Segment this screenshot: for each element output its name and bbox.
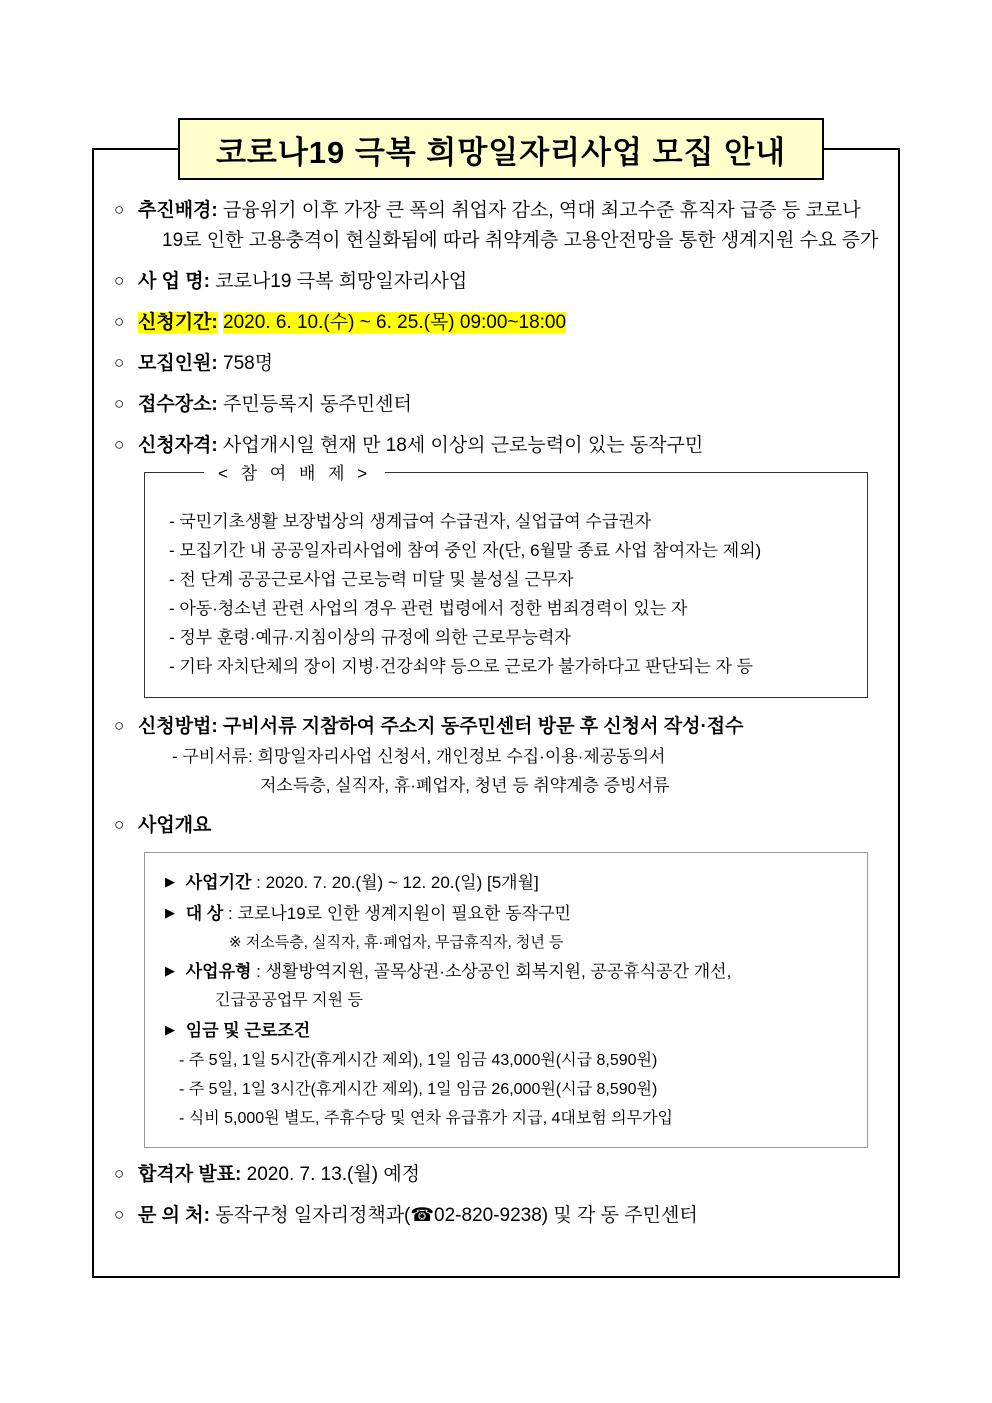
apply-method-label: 신청방법: <box>138 716 218 737</box>
section-apply-method <box>114 712 880 800</box>
overview-period-value: : 2020. 7. 20.(월) ~ 12. 20.(일) [5개월] <box>256 873 539 892</box>
triangle-bullet-icon: ▶ <box>165 1022 175 1037</box>
overview-wage-row <box>165 1015 851 1046</box>
overview-type-label: 사업유형 <box>185 962 252 981</box>
triangle-bullet-icon: ▶ <box>165 874 175 889</box>
circle-bullet-icon: ○ <box>114 353 125 372</box>
place-label: 접수장소: <box>138 394 218 415</box>
result-value: 2020. 7. 13.(월) 예정 <box>246 1164 421 1185</box>
section-contact <box>114 1201 880 1231</box>
overview-type-row <box>165 956 851 987</box>
section-place <box>114 390 880 420</box>
exclusion-item: - 전 단계 공공근로사업 근로능력 미달 및 불성실 근무자 <box>169 570 574 589</box>
required-documents-line1: - 구비서류: 희망일자리사업 신청서, 개인정보 수집·이용·제공동의서 <box>172 747 666 766</box>
background-line1: 금융위기 이후 가장 큰 폭의 취업자 감소, 역대 최고수준 휴직자 급증 등 코로나 <box>223 200 861 221</box>
overview-type-value: : 생활방역지원, 골목상권·소상공인 회복지원, 공공휴식공간 개선, <box>256 962 732 981</box>
exclusion-item: - 국민기초생활 보장법상의 생계급여 수급권자, 실업급여 수급권자 <box>169 512 652 531</box>
overview-target-note: ※ 저소득층, 실직자, 휴·폐업자, 무급휴직자, 청년 등 <box>229 934 564 951</box>
overview-target-row <box>165 898 851 929</box>
document-content <box>92 196 900 1242</box>
project-name-label: 사 업 명: <box>138 271 210 292</box>
triangle-bullet-icon: ▶ <box>165 963 175 978</box>
overview-target-value: : 코로나19로 인한 생계지원이 필요한 동작구민 <box>228 904 571 923</box>
circle-bullet-icon: ○ <box>114 1164 125 1183</box>
circle-bullet-icon: ○ <box>114 1205 125 1224</box>
section-qualification <box>114 431 880 461</box>
circle-bullet-icon: ○ <box>114 815 125 834</box>
exclusion-item: - 정부 훈령·예규·지침이상의 규정에 의한 근로무능력자 <box>169 628 571 647</box>
exclusion-box-wrapper <box>144 464 868 698</box>
exclusion-box <box>144 472 868 698</box>
background-label: 추진배경: <box>138 200 218 221</box>
circle-bullet-icon: ○ <box>114 435 125 454</box>
overview-target-label: 대 상 <box>185 904 224 923</box>
overview-wage-item: - 식비 5,000원 별도, 주휴수당 및 연차 유급휴가 지급, 4대보험 의무가입 <box>179 1110 674 1127</box>
exclusion-item: - 모집기간 내 공공일자리사업에 참여 중인 자(단, 6월말 종료 사업 참여자는 제외) <box>169 541 762 560</box>
headcount-label: 모집인원: <box>138 353 218 374</box>
circle-bullet-icon: ○ <box>114 200 125 219</box>
document-title-box <box>178 118 824 180</box>
required-documents-line2: 저소득층, 실직자, 휴·폐업자, 청년 등 취약계층 증빙서류 <box>260 776 670 795</box>
overview-type-value2: 긴급공공업무 지원 등 <box>215 992 363 1009</box>
project-name-value: 코로나19 극복 희망일자리사업 <box>215 271 468 292</box>
result-label: 합격자 발표: <box>138 1164 242 1185</box>
overview-period-row <box>165 867 851 898</box>
section-overview <box>114 811 880 841</box>
exclusion-item: - 아동·청소년 관련 사업의 경우 관련 법령에서 정한 범죄경력이 있는 자 <box>169 599 688 618</box>
circle-bullet-icon: ○ <box>114 312 125 331</box>
overview-box <box>144 852 868 1148</box>
overview-wage-label: 임금 및 근로조건 <box>185 1021 311 1040</box>
background-line2: 19로 인한 고용충격이 현실화됨에 따라 취약계층 고용안전망을 통한 생계지원 수요 증가 <box>162 230 879 251</box>
contact-value: 동작구청 일자리정책과(☎02-820-9238) 및 각 동 주민센터 <box>215 1205 698 1226</box>
circle-bullet-icon: ○ <box>114 271 125 290</box>
apply-method-value: 구비서류 지참하여 주소지 동주민센터 방문 후 신청서 작성·접수 <box>223 716 744 737</box>
section-headcount <box>114 349 880 379</box>
overview-wage-item: - 주 5일, 1일 5시간(휴게시간 제외), 1일 임금 43,000원(시급 8,590원) <box>179 1052 658 1069</box>
overview-box-wrapper <box>144 852 868 1148</box>
overview-label: 사업개요 <box>138 815 212 836</box>
circle-bullet-icon: ○ <box>114 716 125 735</box>
section-apply-period <box>114 308 880 338</box>
place-value: 주민등록지 동주민센터 <box>223 394 412 415</box>
apply-period-value: 2020. 6. 10.(수) ~ 6. 25.(목) 09:00~18:00 <box>223 312 567 333</box>
overview-period-label: 사업기간 <box>185 873 252 892</box>
overview-wage-item: - 주 5일, 1일 3시간(휴게시간 제외), 1일 임금 26,000원(시급 8,590원) <box>179 1081 658 1098</box>
apply-period-label: 신청기간: <box>138 312 218 333</box>
section-result <box>114 1160 880 1190</box>
circle-bullet-icon: ○ <box>114 394 125 413</box>
qualification-value: 사업개시일 현재 만 18세 이상의 근로능력이 있는 동작구민 <box>223 435 704 456</box>
page-title: 코로나19 극복 희망일자리사업 모집 안내 <box>215 134 787 170</box>
contact-label: 문 의 처: <box>138 1205 210 1226</box>
exclusion-item: - 기타 자치단체의 장이 지병·건강쇠약 등으로 근로가 불가하다고 판단되는 자 등 <box>169 657 754 676</box>
triangle-bullet-icon: ▶ <box>165 905 175 920</box>
headcount-value: 758명 <box>223 353 274 374</box>
exclusion-header: < 참 여 배 제 > <box>204 459 385 484</box>
section-background <box>114 196 880 256</box>
section-project-name <box>114 267 880 297</box>
qualification-label: 신청자격: <box>138 435 218 456</box>
